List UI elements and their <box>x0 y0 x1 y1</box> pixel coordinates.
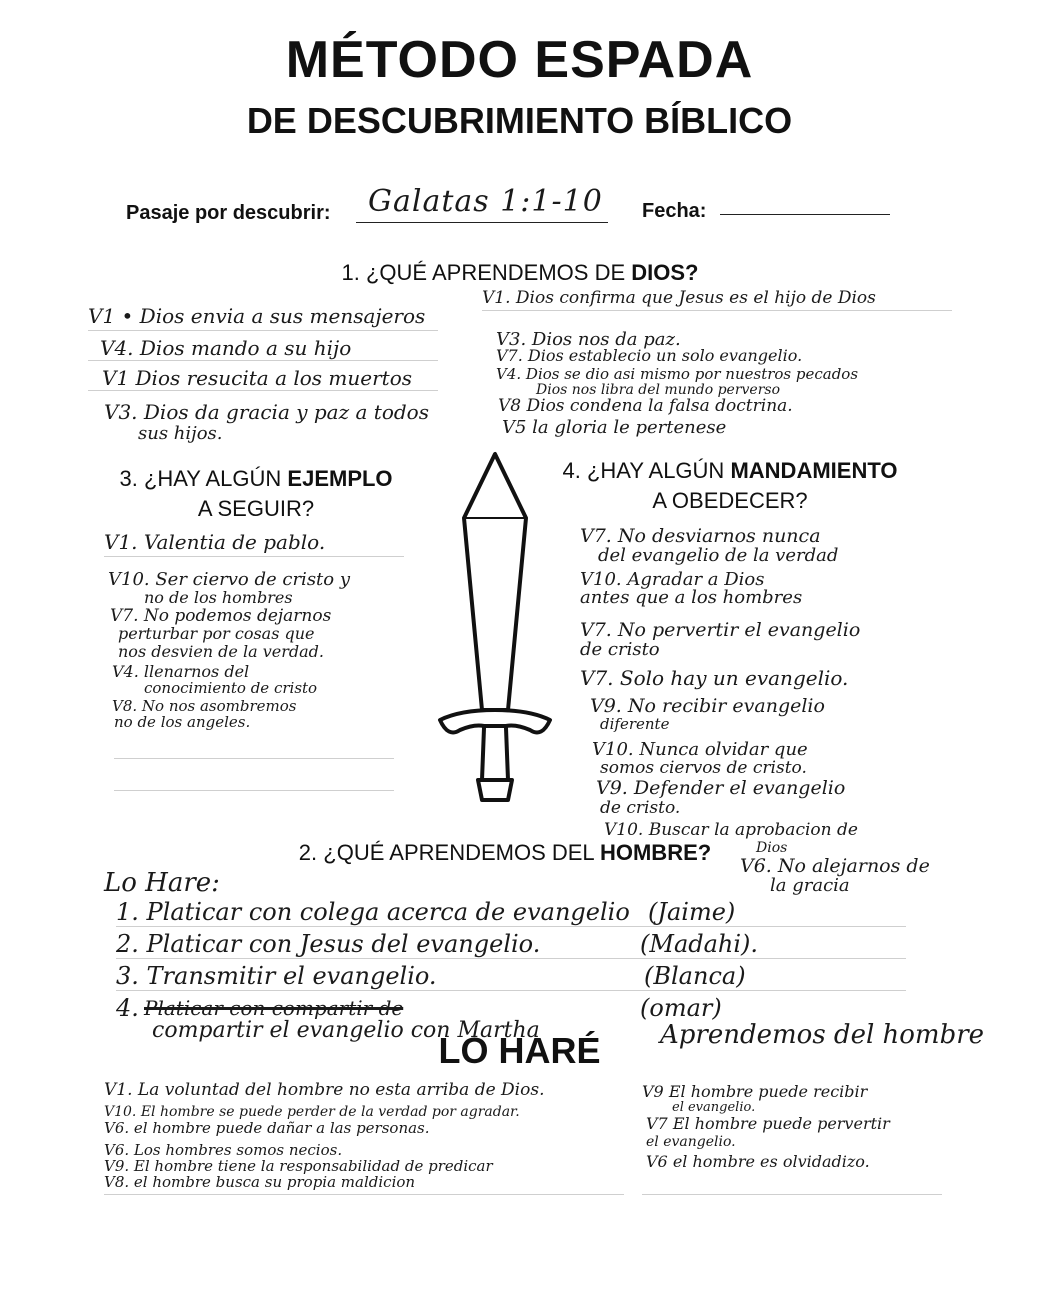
question-3-prefix: ¿HAY ALGÚN <box>143 466 282 491</box>
note-line: del evangelio de la verdad <box>598 545 839 566</box>
note-line: V7. No desviarnos nunca <box>580 525 821 547</box>
note-line: V9 El hombre puede recibir <box>642 1082 868 1101</box>
rule-line <box>482 310 952 311</box>
note-line: Dios nos libra del mundo perverso <box>536 382 781 398</box>
note-line: V9. Defender el evangelio <box>596 777 846 799</box>
note-line: V6 el hombre es olvidadizo. <box>646 1152 870 1171</box>
question-1-keyword: DIOS? <box>631 260 699 285</box>
note-line: V4. Dios se dio asi mismo por nuestros pecados <box>496 365 859 383</box>
note-line: V7. No podemos dejarnos <box>110 606 332 626</box>
note-line: V7. Dios establecio un solo evangelio. <box>496 346 803 365</box>
note-line: V10. Ser ciervo de cristo y <box>108 569 351 590</box>
hare-heading: Lo Hare: <box>104 868 220 898</box>
note-line: V7 El hombre puede pervertir <box>646 1114 890 1133</box>
note-line: conocimiento de cristo <box>144 679 318 697</box>
question-4-line2: A OBEDECER? <box>652 488 808 513</box>
note-line: antes que a los hombres <box>580 587 803 608</box>
rule-line <box>114 790 394 791</box>
note-line: el evangelio. <box>672 1100 756 1115</box>
sword-blade <box>464 454 526 710</box>
note-line: V8. No nos asombremos <box>112 697 297 715</box>
note-line: V1 • Dios envia a sus mensajeros <box>88 304 426 328</box>
question-2-keyword: HOMBRE? <box>599 840 712 865</box>
hare-item-person: (Madahi). <box>640 930 759 958</box>
rule-line <box>114 758 394 759</box>
note-line: diferente <box>600 715 670 733</box>
note-line: V1. Valentia de pablo. <box>104 530 326 554</box>
passage-label: Pasaje por descubrir: <box>126 202 331 224</box>
rule-line <box>104 556 404 557</box>
note-line: somos ciervos de cristo. <box>600 758 807 778</box>
sword-grip <box>482 728 508 780</box>
rule-line <box>642 1194 942 1195</box>
question-1-prefix: ¿QUÉ APRENDEMOS DE <box>365 260 626 285</box>
question-3-heading <box>96 466 416 522</box>
lo-hare-label: LO HARÉ <box>438 1030 601 1071</box>
hare-item-person: (Blanca) <box>644 962 746 990</box>
note-line: V3. Dios nos da paz. <box>496 329 681 350</box>
note-line: V1. Dios confirma que Jesus es el hijo de Dios <box>482 288 876 308</box>
question-4-keyword: MANDAMIENTO <box>730 458 898 483</box>
hare-item-struck: Platicar con compartir de <box>144 996 404 1020</box>
question-2-prefix: ¿QUÉ APRENDEMOS DEL <box>323 840 594 865</box>
note-line: V6. No alejarnos de <box>740 855 930 877</box>
note-line: no de los hombres <box>144 588 293 607</box>
note-line: V10. El hombre se puede perder de la verdad por agradar. <box>104 1104 520 1120</box>
question-4-prefix: ¿HAY ALGÚN <box>586 458 725 483</box>
question-3-line2: A SEGUIR? <box>197 496 315 521</box>
hare-item-person: (Jaime) <box>648 898 736 926</box>
note-line: no de los angeles. <box>114 713 251 731</box>
note-line: V6. Los hombres somos necios. <box>104 1141 343 1159</box>
note-line: V9. No recibir evangelio <box>590 695 825 717</box>
hare-item: 1. Platicar con colega acerca de evangelio <box>116 898 630 926</box>
rule-line <box>116 926 906 927</box>
question-1-heading <box>200 260 840 286</box>
date-label: Fecha: <box>642 200 707 222</box>
rule-line <box>88 360 438 361</box>
question-3-keyword: EJEMPLO <box>287 466 393 491</box>
passage-value[interactable]: Galatas 1:1-10 <box>368 184 603 219</box>
note-line: perturbar por cosas que <box>118 624 315 643</box>
note-line: Dios <box>756 840 788 856</box>
note-line: V4. llenarnos del <box>112 662 250 681</box>
note-line: V10. Agradar a Dios <box>580 569 765 590</box>
sword-guard <box>440 710 550 732</box>
rule-line <box>116 958 906 959</box>
page-title: MÉTODO ESPADA <box>285 31 754 89</box>
hare-item-person: (omar) <box>640 994 722 1022</box>
hare-item: 2. Platicar con Jesus del evangelio. <box>116 930 541 958</box>
note-line: de cristo <box>580 639 660 660</box>
note-line: la gracia <box>770 875 850 896</box>
note-line: V6. el hombre puede dañar a las personas. <box>104 1119 430 1137</box>
passage-line <box>356 222 608 223</box>
note-line: V7. Solo hay un evangelio. <box>580 666 849 690</box>
note-line: V7. No pervertir el evangelio <box>580 619 861 641</box>
note-line: el evangelio. <box>646 1134 736 1150</box>
sword-pommel <box>478 780 512 800</box>
note-line: V4. Dios mando a su hijo <box>100 336 352 360</box>
note-line: V3. Dios da gracia y paz a todos <box>104 400 429 424</box>
note-line: V8 Dios condena la falsa doctrina. <box>498 396 793 416</box>
page-subtitle: DE DESCUBRIMIENTO BÍBLICO <box>246 100 793 141</box>
rule-line <box>116 990 906 991</box>
question-1-number: 1. <box>341 260 360 285</box>
note-line: V10. Buscar la aprobacion de <box>604 820 858 840</box>
question-2-number: 2. <box>298 840 318 865</box>
note-line: V5 la gloria le pertenese <box>502 417 727 438</box>
date-line[interactable] <box>720 214 890 215</box>
note-line: sus hijos. <box>138 423 223 444</box>
hare-item: 3. Transmitir el evangelio. <box>116 962 437 990</box>
note-line: nos desvien de la verdad. <box>118 642 324 661</box>
note-line: V1 Dios resucita a los muertos <box>102 366 412 390</box>
hare-item-text: compartir el evangelio con Martha <box>152 1018 540 1043</box>
note-line: V9. El hombre tiene la responsabilidad de predicar <box>104 1157 493 1175</box>
rule-line <box>104 1194 624 1195</box>
hare-note: Aprendemos del hombre <box>660 1020 985 1050</box>
note-line: V10. Nunca olvidar que <box>592 739 808 760</box>
note-line: V8. el hombre busca su propia maldicion <box>104 1173 416 1191</box>
question-4-number: 4. <box>562 458 581 483</box>
rule-line <box>88 330 438 331</box>
note-line: V1. La voluntad del hombre no esta arriba de Dios. <box>104 1080 545 1100</box>
question-4-heading <box>530 458 930 514</box>
rule-line <box>88 390 438 391</box>
question-3-number: 3. <box>119 466 138 491</box>
hare-item: 4. <box>116 994 139 1022</box>
note-line: de cristo. <box>600 798 681 818</box>
question-2-heading <box>270 840 740 866</box>
